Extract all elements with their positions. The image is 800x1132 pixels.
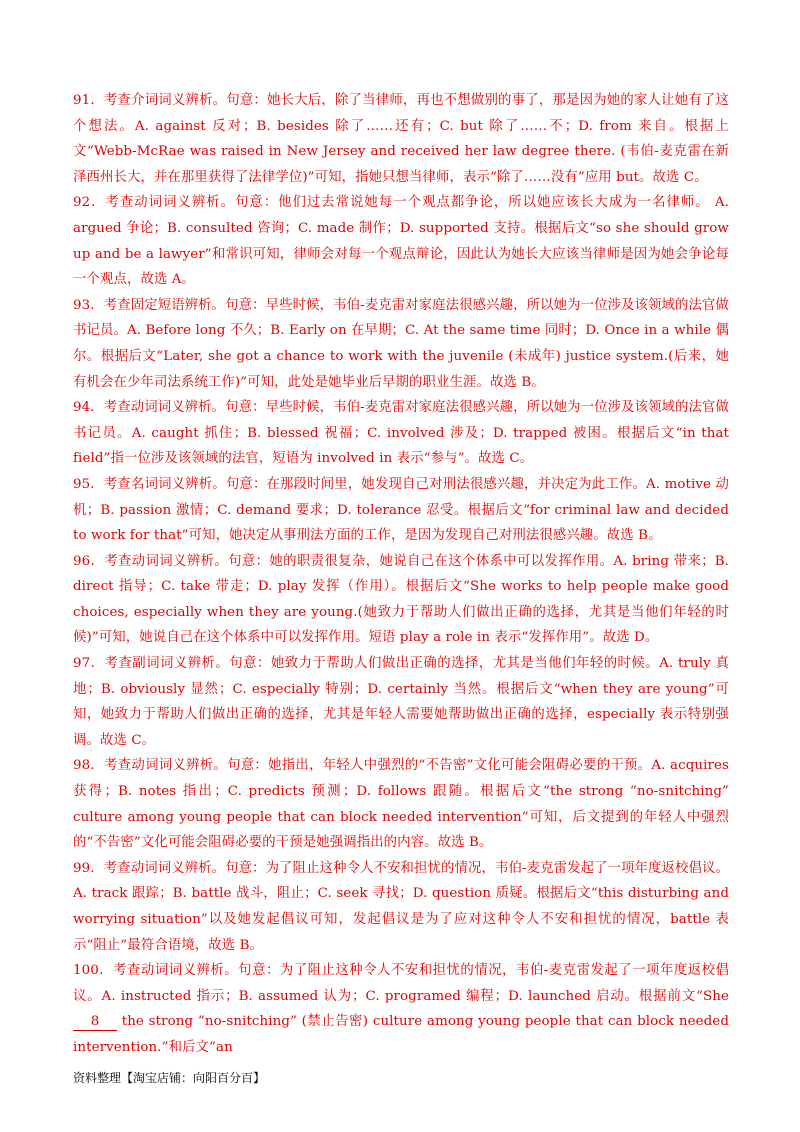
footer-source: 资料整理【淘宝店铺：向阳百分百】 — [73, 1071, 266, 1085]
explanation-97: 97．考查副词词义辨析。句意：她致力于帮助人们做出正确的选择，尤其是当他们年轻的时候。A. truly 真地；B. obviously 显然；C. especially 特别；D. certainly 当然。根据后文“when they are young”可知，她致力于帮助人们做出正确的选择，尤其是年轻人需要她帮助做出正确的选择，especially 表示特别强调。故选 C。 — [73, 656, 729, 748]
blank-number: 8 — [73, 1014, 117, 1031]
explanation-93: 93．考查固定短语辨析。句意：早些时候，韦伯-麦克雷对家庭法很感兴趣，所以她为一位涉及该领域的法官做书记员。A. Before long 不久；B. Early on 在早期；C. At the same time 同时；D. Once in a while 偶尔。根据后文“Later, she got a chance to work with the juvenile (未成年) justice system.(后来，她有机会在少年司法系统工作)”可知，此处是她毕业后早期的职业生涯。故选 B。 — [73, 297, 729, 390]
explanation-95: 95．考查名词词义辨析。句意：在那段时间里，她发现自己对刑法很感兴趣，并决定为此工作。A. motive 动机；B. passion 激情；C. demand 要求；D. tolerance 忍受。根据后文“for criminal law and decided to work for that”可知，她决定从事刑法方面的工作，是因为发现自己对刑法很感兴趣。故选 B。 — [73, 476, 729, 544]
explanation-99: 99．考查动词词义辨析。句意：为了阻止这种令人不安和担忧的情况，韦伯-麦克雷发起了一项年度返校倡议。A. track 跟踪；B. battle 战斗，阻止；C. seek 寻找；D. question 质疑。根据后文“this disturbing and worrying situation”以及她发起倡议可知，发起倡议是为了应对这种令人不安和担忧的情况，battle 表示“阻止”最符合语境，故选 B。 — [73, 860, 729, 953]
explanation-100 — [73, 958, 729, 1060]
explanation-100-text: 100．考查动词词义辨析。句意：为了阻止这种令人不安和担忧的情况，韦伯-麦克雷发起了一项年度返校倡议。A. instructed 指示；B. assumed 认为；C. programed 编程；D. launched 启动。根据前文“She — [73, 963, 729, 1004]
explanation-100-continuation: the strong “no-snitching” (禁止告密) culture among young people that can block needed intervention.”和后文“an — [73, 1014, 729, 1055]
explanation-92: 92．考查动词词义辨析。句意：他们过去常说她每一个观点都争论，所以她应该长大成为一名律师。 A. argued 争论；B. consulted 咨询；C. made 制作；D. supported 支持。根据后文“so she should grow up and be a lawyer”和常识可知，律师会对每一个观点辩论，因此认为她长大应该当律师是因为她会争论每一个观点，故选 A。 — [73, 195, 729, 288]
explanation-91: 91．考查介词词义辨析。句意：她长大后，除了当律师，再也不想做别的事了，那是因为她的家人让她有了这个想法。A. against 反对；B. besides 除了……还有；C. but 除了……不；D. from 来自。根据上文“Webb-McRae was raised in New Jersey and received her law degree there. (韦伯-麦克雷在新泽西州长大，并在那里获得了法律学位)”可知，指她只想当律师，表示“除了……没有”应用 but。故选 C。 — [73, 93, 729, 185]
answer-explanations — [73, 88, 729, 1061]
explanation-96: 96．考查动词词义辨析。句意：她的职责很复杂，她说自己在这个体系中可以发挥作用。A. bring 带来；B. direct 指导；C. take 带走；D. play 发挥（作用）。根据后文“She works to help people make good choices, especially when they are young.(她致力于帮助人们做出正确的选择，尤其是当他们年轻的时候)”可知，她说自己在这个体系中可以发挥作用。短语 play a role in 表示“发挥作用”。故选 D。 — [73, 553, 729, 646]
explanation-98: 98．考查动词词义辨析。句意：她指出，年轻人中强烈的“不告密”文化可能会阻碍必要的干预。A. acquires 获得；B. notes 指出；C. predicts 预测；D. follows 跟随。根据后文“the strong “no-snitching” culture among young people that can block needed intervention”可知，后文提到的年轻人中强烈的“不告密”文化可能会阻碍必要的干预是她强调指出的内容。故选 B。 — [73, 758, 729, 851]
explanation-94: 94．考查动词词义辨析。句意：早些时候，韦伯-麦克雷对家庭法很感兴趣，所以她为一位涉及该领域的法官做书记员。A. caught 抓住；B. blessed 祝福；C. involved 涉及；D. trapped 被困。根据后文“in that field”指一位涉及该领域的法官，短语为 involved in 表示“参与”。故选 C。 — [73, 400, 729, 467]
